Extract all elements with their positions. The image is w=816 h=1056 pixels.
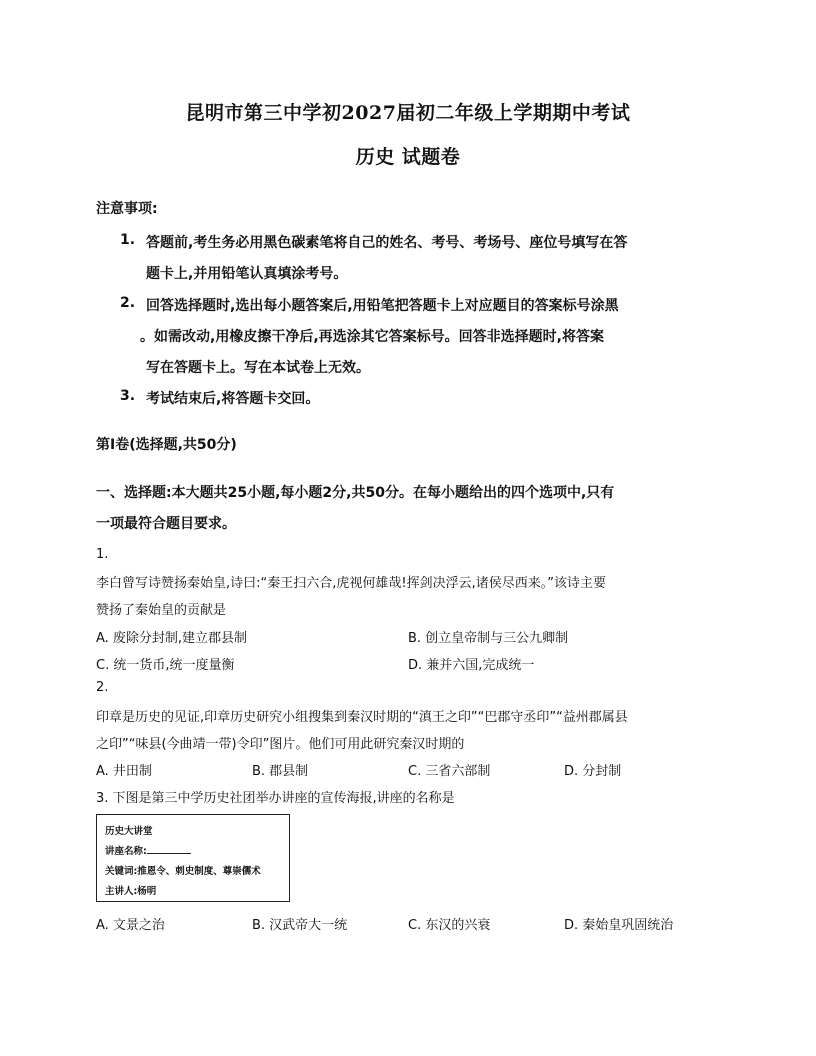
exam-title: 昆明市第三中学初2027届初二年级上学期期中考试 xyxy=(185,102,631,124)
question-1-option-b[interactable]: B. 创立皇帝制与三公九卿制 xyxy=(408,631,569,646)
note-3-number: 3. xyxy=(120,388,136,404)
question-3-option-d[interactable]: D. 秦始皇巩固统治 xyxy=(564,918,674,933)
note-2-line-2: 。如需改动,用橡皮擦干净后,再选涂其它答案标号。回答非选择题时,将答案 xyxy=(140,329,604,345)
poster-name-label: 讲座名称: xyxy=(105,846,147,857)
question-2-number: 2. xyxy=(96,680,109,695)
note-3-line-1: 考试结束后,将答题卡交回。 xyxy=(146,391,320,407)
note-2-number: 2. xyxy=(120,295,136,311)
volume-heading: 第Ⅰ卷(选择题,共50分) xyxy=(96,437,237,453)
question-2-option-a[interactable]: A. 井田制 xyxy=(96,764,152,779)
question-1-stem-line-2: 赞扬了秦始皇的贡献是 xyxy=(96,603,227,618)
note-2-line-1: 回答选择题时,选出每小题答案后,用铅笔把答题卡上对应题目的答案标号涂黑 xyxy=(146,298,619,314)
question-3-option-c[interactable]: C. 东汉的兴衰 xyxy=(408,918,491,933)
poster-speaker: 主讲人:杨明 xyxy=(105,886,157,897)
note-2-line-3: 写在答题卡上。写在本试卷上无效。 xyxy=(146,360,370,376)
question-1-number: 1. xyxy=(96,547,109,562)
section-instruction-line-1: 一、选择题:本大题共25小题,每小题2分,共50分。在每小题给出的四个选项中,只有 xyxy=(96,485,615,501)
lecture-poster-image xyxy=(96,814,290,902)
exam-subtitle: 历史 试题卷 xyxy=(355,146,461,168)
notes-heading: 注意事项: xyxy=(96,201,158,217)
poster-name-row xyxy=(105,843,191,857)
question-2-option-d[interactable]: D. 分封制 xyxy=(564,764,622,779)
question-3-stem: 3. 下图是第三中学历史社团举办讲座的宣传海报,讲座的名称是 xyxy=(96,791,455,806)
poster-title: 历史大讲堂 xyxy=(105,826,153,837)
question-2-stem-line-2: 之印”“味县(今曲靖一带)令印”图片。他们可用此研究秦汉时期的 xyxy=(96,737,465,752)
question-3-option-a[interactable]: A. 文景之治 xyxy=(96,918,165,933)
question-2-option-b[interactable]: B. 郡县制 xyxy=(252,764,309,779)
note-1-number: 1. xyxy=(120,232,136,248)
question-2-option-c[interactable]: C. 三省六部制 xyxy=(408,764,491,779)
note-1-line-1: 答题前,考生务必用黑色碳素笔将自己的姓名、考号、考场号、座位号填写在答 xyxy=(146,235,628,251)
question-1-option-d[interactable]: D. 兼并六国,完成统一 xyxy=(408,658,535,673)
note-1-line-2: 题卡上,并用铅笔认真填涂考号。 xyxy=(146,266,348,282)
poster-name-blank xyxy=(147,844,191,854)
question-1-stem-line-1: 李白曾写诗赞扬秦始皇,诗曰:“秦王扫六合,虎视何雄哉!挥剑决浮云,诸侯尽西来。”该诗主要 xyxy=(96,576,606,591)
section-instruction-line-2: 一项最符合题目要求。 xyxy=(96,516,236,532)
question-1-option-c[interactable]: C. 统一货币,统一度量衡 xyxy=(96,658,235,673)
question-2-stem-line-1: 印章是历史的见证,印章历史研究小组搜集到秦汉时期的“滇王之印”“巴郡守丞印”“益州郡属县 xyxy=(96,710,628,725)
question-1-option-a[interactable]: A. 废除分封制,建立郡县制 xyxy=(96,631,248,646)
poster-keywords: 关键词:推恩令、刺史制度、尊崇儒术 xyxy=(105,866,261,877)
question-3-option-b[interactable]: B. 汉武帝大一统 xyxy=(252,918,348,933)
